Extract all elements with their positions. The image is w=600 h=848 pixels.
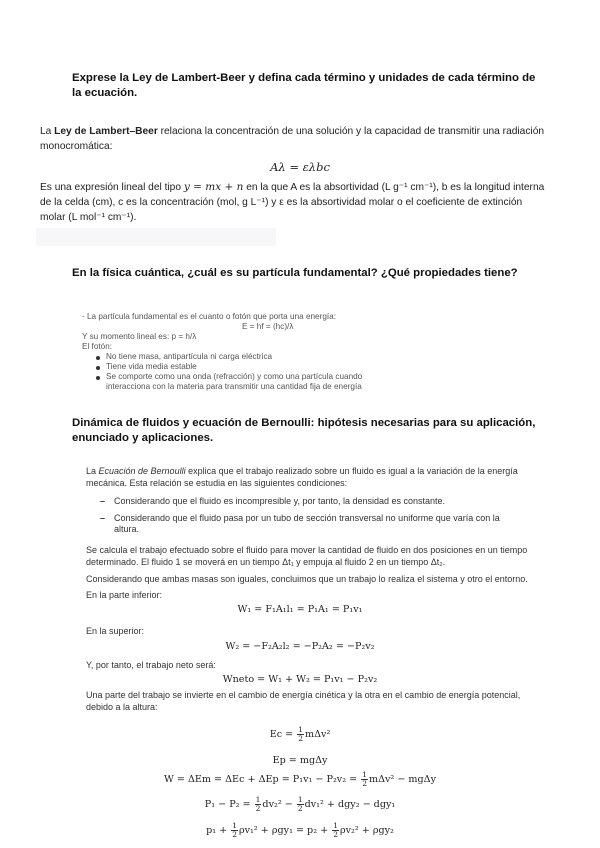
- work-upper-equation: W₂ = −F₂A₂l₂ = −P₂A₂ = −P₂v₂: [225, 641, 375, 652]
- energy-paragraph: Una parte del trabajo se invierte en el cambio de energía cinética y la otra en el cambio de energía potencial, debido a la altura:: [86, 690, 521, 712]
- list-item: – Considerando que el fluido es incompresible y, por tanto, la densidad es constante.: [100, 496, 446, 506]
- net-work-label: Y, por tanto, el trabajo neto será:: [86, 660, 216, 670]
- upper-part-label: En la superior:: [86, 626, 145, 636]
- list-item: No tiene masa, antipartícula ni carga eléctrica: [82, 352, 502, 362]
- work-paragraph: Se calcula el trabajo efectuado sobre el fluido para mover la cantidad de fluido en dos posiciones en un tiempo determinado. El fluido 1 se moverá en un tiempo Δt₁ y empuja al fluido 2 en un tiempo Δt₂. Considerando que ambas masas son iguales, concluimos que un trabajo lo realiza el sistema y otro el entorno.: [86, 545, 528, 584]
- highlight-band: [36, 228, 276, 246]
- lambert-beer-intro: La Ley de Lambert–Beer relaciona la concentración de una solución y la capacidad de transmitir una radiación monocromática:: [40, 126, 545, 152]
- question-3-title: Dinámica de fluidos y ecuación de Bernoulli: hipótesis necesarias para su aplicación, enunciado y aplicaciones.: [72, 417, 536, 444]
- list-item: – Considerando que el fluido pasa por un tubo de sección transversal no uniforme que varía con la altura.: [100, 512, 500, 534]
- lambert-beer-equation: Aλ = ελbc: [270, 160, 330, 174]
- kinetic-energy-equation: Ec = $\frac{1}{2}$ mΔv²: [269, 725, 331, 743]
- photon-energy-equation: E = hf = (hc)/λ: [242, 322, 294, 331]
- pressure-difference-equation: P₁ − P₂ = $\frac{1}{2}$ dv₂² − $\frac{1}{2}$ dv₁² + dgy₂ − dgy₁: [204, 795, 396, 813]
- list-item: Se comporte como una onda (refracción) y como una partícula cuando interacciona con la materia para transmitir una cantidad fija de energía: [82, 372, 502, 392]
- bernoulli-conditions: [100, 496, 540, 536]
- question-1-title: Exprese la Ley de Lambert-Beer y defina cada término y unidades de cada término de la ecuación.: [72, 72, 536, 99]
- work-lower-equation: W₁ = F₁A₁l₁ = P₁A₁ = P₁v₁: [237, 604, 363, 615]
- linear-equation: y = mx + n: [183, 181, 244, 193]
- bernoulli-equation: p₁ + $\frac{1}{2}$ ρv₁² + ρgy₁ = p₂ + $\frac{1}{2}$ ρv₂² + ρgy₂: [206, 821, 394, 839]
- question-2-title: En la física cuántica, ¿cuál es su partícula fundamental? ¿Qué propiedades tiene?: [72, 267, 518, 279]
- total-work-equation: W = ΔEm = ΔEc + ΔEp = P₁v₁ − P₂v₂ = $\frac{1}{2}$ mΔv² − mgΔy: [163, 770, 437, 788]
- net-work-equation: Wneto = W₁ + W₂ = P₁v₁ − P₂v₂: [222, 674, 378, 685]
- photon-answer: - La partícula fundamental es el cuanto o fotón que porta una energía: E = hf = (hc)/λ Y su momento lineal es: p = h/λ El fotón: No tiene masa, antipartícula ni carga eléctrica Tiene vida media estable Se comporte como una onda (refracción) y como una partícula cuando interacciona con la materia para transmitir una cantidad fija de energía: [82, 312, 502, 392]
- list-item: Tiene vida media estable: [82, 362, 502, 372]
- lambert-beer-definitions: Es una expresión lineal del tipo y = mx + n en la que A es la absortividad (L g⁻¹ cm⁻¹), b es la longitud interna de la celda (cm), c es la concentración (mol, g L⁻¹) y ε es la absortividad molar o el coeficiente de extinción molar (L mol⁻¹ cm⁻¹).: [40, 181, 545, 223]
- lambert-beer-bold-term: Ley de Lambert–Beer: [54, 126, 158, 137]
- potential-energy-equation: Ep = mgΔy: [272, 755, 328, 766]
- bernoulli-intro: La Ecuación de Bernoulli explica que el trabajo realizado sobre un fluido es igual a la variación de la energía mecánica. Esta relación se estudia en las siguientes condiciones:: [86, 466, 518, 488]
- lower-part-label: En la parte inferior:: [86, 590, 163, 600]
